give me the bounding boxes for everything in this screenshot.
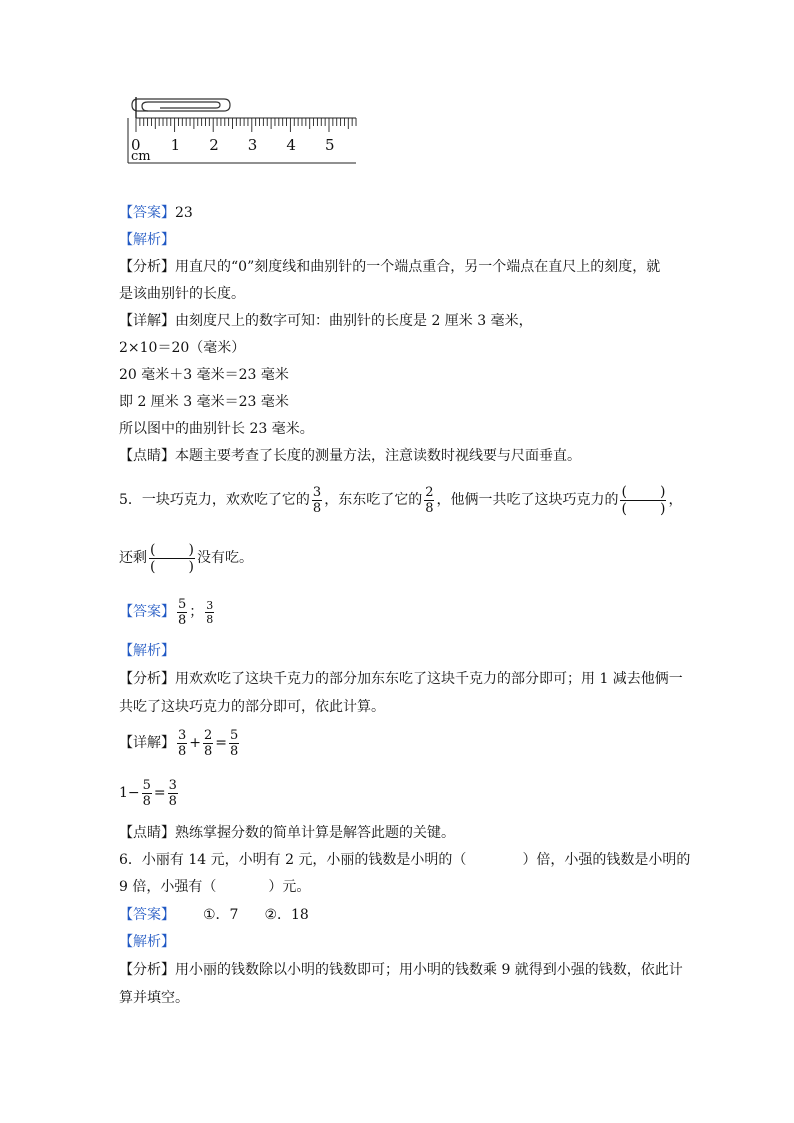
q5-text-2: ，东东吃了它的 (324, 492, 423, 508)
q6-text-1: 6．小丽有 14 元，小明有 2 元，小丽的钱数是小明的（ (119, 852, 467, 868)
q6-analysis-heading (119, 932, 175, 952)
xiangjie-text: 由刻度尺上的数字可知：曲别针的长度是 2 厘米 3 毫米， (175, 313, 533, 329)
q5-xiangjie-line (119, 722, 241, 764)
ruler-numbers (131, 136, 335, 154)
eq1-frac-c: $\frac{5}{8}$ (230, 727, 239, 759)
q5-fenxi-line1 (119, 669, 683, 689)
answer-label: 【答案】 (119, 907, 175, 923)
q5-text-3: ，他俩一共吃了这块巧克力的 (436, 492, 619, 508)
q5-analysis-heading (119, 641, 175, 661)
fenxi-text: 用欢欢吃了这块千克力的部分加东东吃了这块千克力的部分即可；用 1 减去他俩一 (175, 671, 683, 687)
ruler-number: 3 (247, 136, 258, 154)
blank-fraction-1: $\frac{( )}{( )}$ (621, 483, 666, 517)
q5-text-6: 没有吃。 (197, 550, 253, 566)
dianjing-text: 熟练掌握分数的简单计算是解答此题的关键。 (175, 825, 455, 841)
fenxi-text-cont: 是该曲别针的长度。 (119, 286, 245, 302)
q5-question-line2 (119, 537, 253, 579)
q4-calc-2: 20 毫米＋3 毫米＝23 毫米 (119, 367, 289, 383)
fraction-3-8: $\frac{3}{8}$ (312, 484, 322, 516)
ruler-number: 5 (325, 136, 335, 154)
dianjing-text: 本题主要考查了长度的测量方法，注意读数时视线要与尺面垂直。 (175, 448, 581, 464)
xiangjie-label: 【详解】 (119, 313, 175, 329)
q4-analysis-heading (119, 230, 175, 250)
fenxi-text: 用直尺的“0”刻度线和曲别针的一个端点重合，另一个端点在直尺上的刻度，就 (175, 259, 661, 275)
eq1-frac-a: $\frac{3}{8}$ (178, 727, 187, 759)
analysis-label: 【解析】 (119, 643, 175, 659)
q6-answer-line (119, 905, 309, 925)
q5-eq2-line (119, 772, 180, 814)
fenxi-text: 用小丽的钱数除以小明的钱数即可；用小明的钱数乘 9 就得到小强的钱数，依此计 (175, 962, 683, 978)
fenxi-label: 【分析】 (119, 671, 175, 687)
ruler-unit-label: cm (131, 149, 151, 164)
fenxi-label: 【分析】 (119, 259, 175, 275)
q6-question-line1 (119, 850, 690, 870)
ruler-ticks (136, 118, 356, 132)
q5-text-1: 5．一块巧克力，欢欢吃了它的 (119, 492, 310, 508)
blank-fraction-2: $\frac{( )}{( )}$ (150, 541, 194, 575)
answer-value: 23 (175, 205, 193, 221)
answer-label: 【答案】 (119, 604, 175, 620)
dianjing-label: 【点睛】 (119, 825, 175, 841)
dianjing-label: 【点睛】 (119, 448, 175, 464)
q6-question-line2 (119, 877, 310, 897)
analysis-label: 【解析】 (119, 934, 175, 950)
q5-dianjing-line (119, 823, 455, 843)
fenxi-text-cont: 算并填空。 (119, 990, 189, 1006)
ruler-number: 4 (286, 136, 296, 154)
ruler-number: 2 (209, 136, 219, 154)
q4-conclusion: 所以图中的曲别针长 23 毫米。 (119, 421, 314, 437)
eq2-equals: = (153, 785, 166, 801)
answer-separator: ； (189, 604, 204, 620)
xiangjie-label: 【详解】 (119, 735, 175, 751)
fenxi-label: 【分析】 (119, 962, 175, 978)
q4-xiangjie-line (119, 311, 533, 331)
eq1-plus: + (189, 735, 202, 751)
q6-text-3: 9 倍，小强有（ (119, 879, 217, 895)
eq1-frac-b: $\frac{2}{8}$ (204, 727, 213, 759)
analysis-label: 【解析】 (119, 232, 175, 248)
q4-calc-3: 即 2 厘米 3 毫米＝23 毫米 (119, 394, 289, 410)
fenxi-text-cont: 共吃了这块巧克力的部分即可，依此计算。 (119, 699, 385, 715)
q5-text-4: ， (668, 492, 683, 508)
answer-fraction-3-8: $\frac{3}{8}$ (206, 598, 214, 626)
eq2-lead: 1− (119, 785, 140, 801)
q4-answer-line (119, 203, 193, 223)
q6-fenxi-line2 (119, 988, 189, 1008)
eq2-frac-b: $\frac{3}{8}$ (168, 777, 177, 809)
ruler-number: 0 (131, 136, 141, 154)
ruler-figure (120, 93, 360, 165)
q4-fenxi-line2 (119, 284, 245, 304)
eq2-frac-a: $\frac{5}{8}$ (142, 777, 151, 809)
q5-fenxi-line2 (119, 697, 385, 717)
q6-text-4: ）元。 (268, 879, 311, 895)
q4-dianjing-line (119, 446, 581, 466)
answer-2: ②．18 (264, 907, 309, 923)
q5-answer-line (119, 594, 216, 630)
q5-question-line1 (119, 479, 682, 521)
fraction-2-8: $\frac{2}{8}$ (425, 484, 434, 516)
q6-text-2: ）倍，小强的钱数是小明的 (522, 852, 691, 868)
ruler-number: 1 (170, 136, 181, 154)
q6-fenxi-line1 (119, 960, 683, 980)
q4-calc-1: 2×10＝20（毫米） (119, 340, 246, 356)
eq1-equals: = (215, 735, 228, 751)
q4-fenxi-line1 (119, 257, 660, 277)
q5-text-5: 还剩 (119, 550, 147, 566)
answer-label: 【答案】 (119, 205, 175, 221)
answer-fraction-5-8: $\frac{5}{8}$ (178, 596, 187, 628)
paperclip-icon (132, 99, 230, 111)
answer-1: ①．7 (203, 907, 239, 923)
